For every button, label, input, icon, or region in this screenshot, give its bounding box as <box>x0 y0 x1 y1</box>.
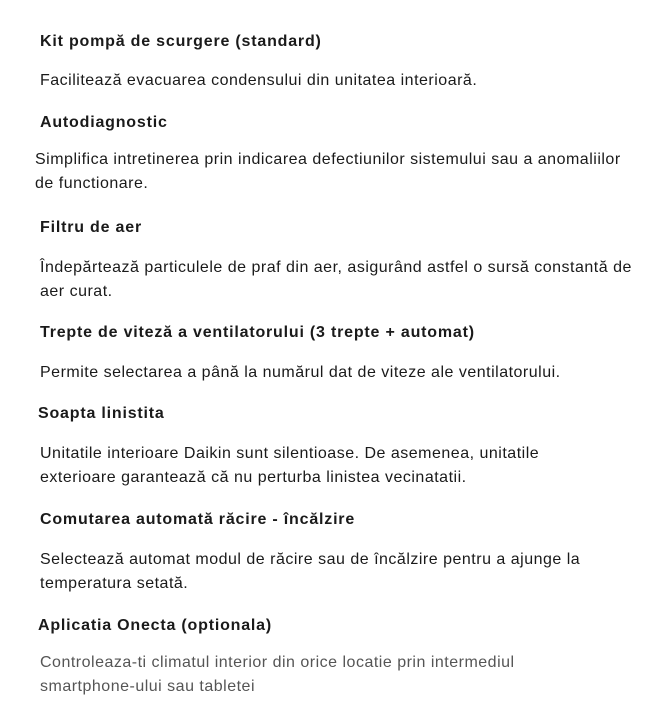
feature-title-autodiagnostic: Autodiagnostic <box>40 114 168 131</box>
feature-text-autodiagnostic: Simplifica intretinerea prin indicarea defectiunilor sistemului sau a anomaliilor de functionare. <box>35 151 621 192</box>
feature-text-fan-speeds: Permite selectarea a până la numărul dat de viteze ale ventilatorului. <box>40 364 561 381</box>
feature-title-auto-switch: Comutarea automată răcire - încălzire <box>40 511 356 528</box>
feature-title-silent: Soapta linistita <box>38 405 165 422</box>
feature-text-silent: Unitatile interioare Daikin sunt silentioase. De asemenea, unitatile exterioare garantează că nu perturba linistea vecinatatii. <box>40 445 540 486</box>
feature-text-drain-pump: Facilitează evacuarea condensului din unitatea interioară. <box>40 72 478 89</box>
feature-title-drain-pump: Kit pompă de scurgere (standard) <box>40 33 322 50</box>
feature-text-auto-switch: Selectează automat modul de răcire sau de încălzire pentru a ajunge la temperatura setată. <box>40 551 581 592</box>
feature-title-onecta-app: Aplicatia Onecta (optionala) <box>38 617 272 634</box>
feature-text-air-filter: Îndepărtează particulele de praf din aer, asigurând astfel o sursă constantă de aer curat. <box>40 259 632 300</box>
feature-text-onecta-app: Controleaza-ti climatul interior din orice locatie prin intermediul smartphone-ului sau tabletei <box>40 654 515 695</box>
feature-title-air-filter: Filtru de aer <box>40 219 142 236</box>
feature-title-fan-speeds: Trepte de viteză a ventilatorului (3 trepte + automat) <box>40 324 475 341</box>
